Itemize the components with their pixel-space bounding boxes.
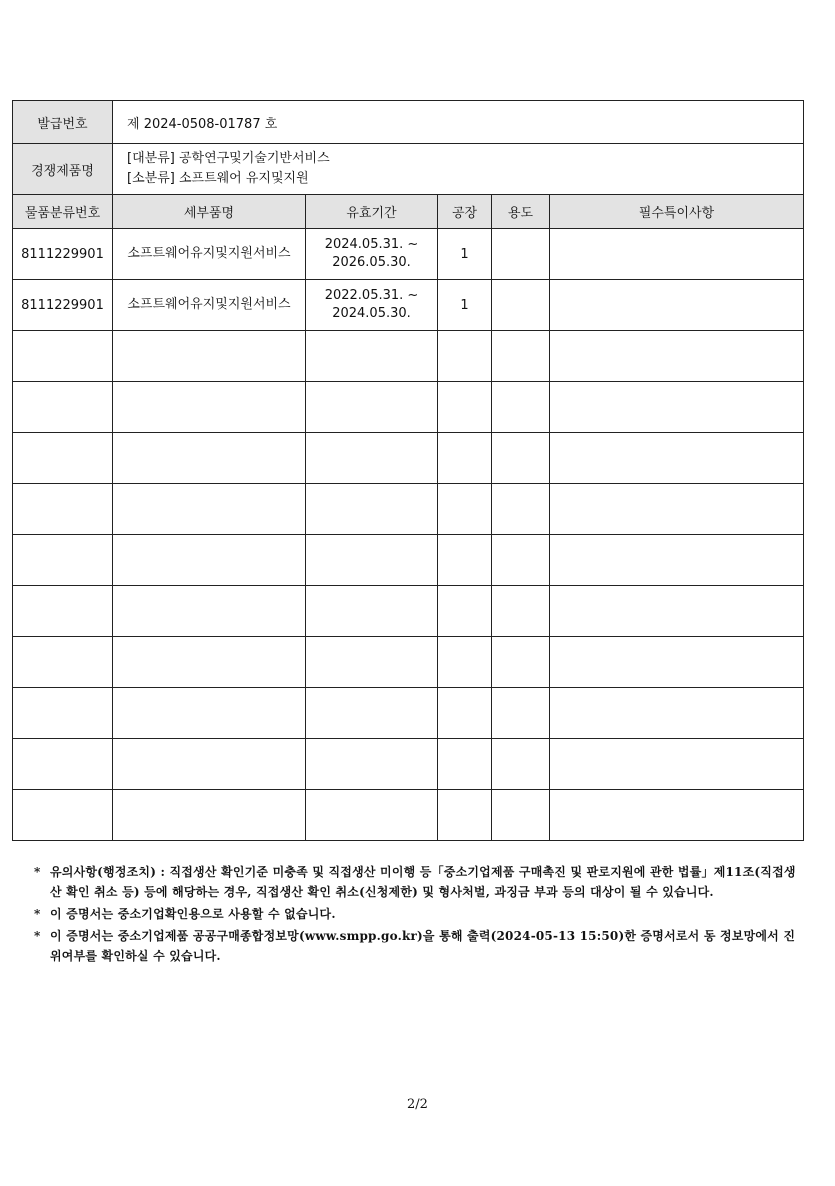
- items-table: [12, 194, 804, 841]
- cell-factory: 1: [438, 229, 492, 280]
- product-name-label: 경쟁제품명: [13, 144, 113, 195]
- table-row: [13, 433, 804, 484]
- cell-usage: [492, 790, 550, 841]
- col-header-factory: 공장: [438, 195, 492, 229]
- cell-period: [306, 637, 438, 688]
- note-item: [34, 862, 806, 902]
- table-row: [13, 790, 804, 841]
- cell-period: 2024.05.31. ~ 2026.05.30.: [306, 229, 438, 280]
- col-header-period: 유효기간: [306, 195, 438, 229]
- issue-number-value: 제 2024-0508-01787 호: [113, 101, 804, 144]
- note-item: [34, 904, 806, 924]
- cell-factory: [438, 535, 492, 586]
- note-text: 이 증명서는 중소기업제품 공공구매종합정보망(www.smpp.go.kr)을 통해 출력(2024-05-13 15:50)한 증명서로서 동 정보망에서 진위여부를 확인하실 수 있습니다.: [50, 929, 796, 963]
- cell-name: [113, 484, 306, 535]
- table-row: [13, 280, 804, 331]
- cell-period: [306, 790, 438, 841]
- table-row: [13, 637, 804, 688]
- cell-factory: [438, 382, 492, 433]
- cell-name: [113, 688, 306, 739]
- issue-number-label: 발급번호: [13, 101, 113, 144]
- major-category: [대분류] 공학연구및기술기반서비스: [127, 151, 330, 166]
- cell-usage: [492, 484, 550, 535]
- cell-factory: [438, 688, 492, 739]
- cell-note: [550, 688, 804, 739]
- cell-period: [306, 433, 438, 484]
- cell-factory: [438, 433, 492, 484]
- cell-note: [550, 790, 804, 841]
- items-header-row: [13, 195, 804, 229]
- cell-factory: [438, 484, 492, 535]
- cell-code: 8111229901: [13, 229, 113, 280]
- cell-usage: [492, 229, 550, 280]
- cell-usage: [492, 331, 550, 382]
- cell-name: [113, 586, 306, 637]
- table-row: [13, 382, 804, 433]
- table-row: [13, 535, 804, 586]
- cell-period: [306, 688, 438, 739]
- note-text: 유의사항(행정조치) : 직접생산 확인기준 미충족 및 직접생산 미이행 등「중소기업제품 구매촉진 및 판로지원에 관한 법률」제11조(직접생산 확인 취소 등) 등에 해당하는 경우, 직접생산 확인 취소(신청제한) 및 형사처벌, 과징금 부과 등의 대상이 될 수 있습니다.: [50, 865, 796, 899]
- cell-note: [550, 331, 804, 382]
- cell-note: [550, 229, 804, 280]
- items-body: [13, 229, 804, 841]
- cell-code: [13, 637, 113, 688]
- cell-note: [550, 586, 804, 637]
- cell-code: [13, 790, 113, 841]
- cell-usage: [492, 637, 550, 688]
- cell-usage: [492, 739, 550, 790]
- cell-code: [13, 433, 113, 484]
- col-header-usage: 용도: [492, 195, 550, 229]
- cell-code: [13, 688, 113, 739]
- cell-usage: [492, 688, 550, 739]
- table-row: [13, 484, 804, 535]
- notes-section: [34, 862, 806, 968]
- cell-code: [13, 382, 113, 433]
- cell-usage: [492, 535, 550, 586]
- cell-note: [550, 739, 804, 790]
- cell-name: [113, 433, 306, 484]
- cell-period: [306, 382, 438, 433]
- cell-usage: [492, 586, 550, 637]
- cell-usage: [492, 433, 550, 484]
- product-category: [113, 144, 804, 195]
- cell-period: 2022.05.31. ~ 2024.05.30.: [306, 280, 438, 331]
- col-header-code: 물품분류번호: [13, 195, 113, 229]
- cell-code: [13, 586, 113, 637]
- cell-usage: [492, 382, 550, 433]
- note-text: 이 증명서는 중소기업확인용으로 사용할 수 없습니다.: [50, 907, 336, 921]
- col-header-note: 필수특이사항: [550, 195, 804, 229]
- cell-code: [13, 739, 113, 790]
- cell-factory: [438, 637, 492, 688]
- page-number: 2/2: [407, 1097, 428, 1112]
- cell-code: 8111229901: [13, 280, 113, 331]
- cell-name: [113, 535, 306, 586]
- cell-note: [550, 382, 804, 433]
- cell-period: [306, 586, 438, 637]
- cell-period: [306, 331, 438, 382]
- cell-name: [113, 382, 306, 433]
- cell-code: [13, 484, 113, 535]
- cell-period: [306, 739, 438, 790]
- table-row: [13, 586, 804, 637]
- cell-factory: [438, 790, 492, 841]
- cell-factory: 1: [438, 280, 492, 331]
- cell-factory: [438, 331, 492, 382]
- cell-name: [113, 637, 306, 688]
- cell-name: [113, 331, 306, 382]
- cell-name: [113, 739, 306, 790]
- cell-name: [113, 790, 306, 841]
- header-table: [12, 100, 804, 195]
- cell-code: [13, 331, 113, 382]
- note-bullet: *: [34, 865, 41, 879]
- cell-note: [550, 280, 804, 331]
- table-row: [13, 739, 804, 790]
- note-bullet: *: [34, 907, 41, 921]
- cell-factory: [438, 586, 492, 637]
- table-row: [13, 331, 804, 382]
- cell-code: [13, 535, 113, 586]
- table-row: [13, 229, 804, 280]
- note-bullet: *: [34, 929, 41, 943]
- cell-name: 소프트웨어유지및지원서비스: [113, 229, 306, 280]
- cell-period: [306, 484, 438, 535]
- cell-note: [550, 535, 804, 586]
- cell-note: [550, 433, 804, 484]
- cell-name: 소프트웨어유지및지원서비스: [113, 280, 306, 331]
- cell-usage: [492, 280, 550, 331]
- minor-category: [소분류] 소프트웨어 유지및지원: [127, 171, 309, 186]
- table-row: [13, 688, 804, 739]
- col-header-name: 세부품명: [113, 195, 306, 229]
- cell-factory: [438, 739, 492, 790]
- note-item: [34, 926, 806, 966]
- cell-period: [306, 535, 438, 586]
- cell-note: [550, 484, 804, 535]
- cell-note: [550, 637, 804, 688]
